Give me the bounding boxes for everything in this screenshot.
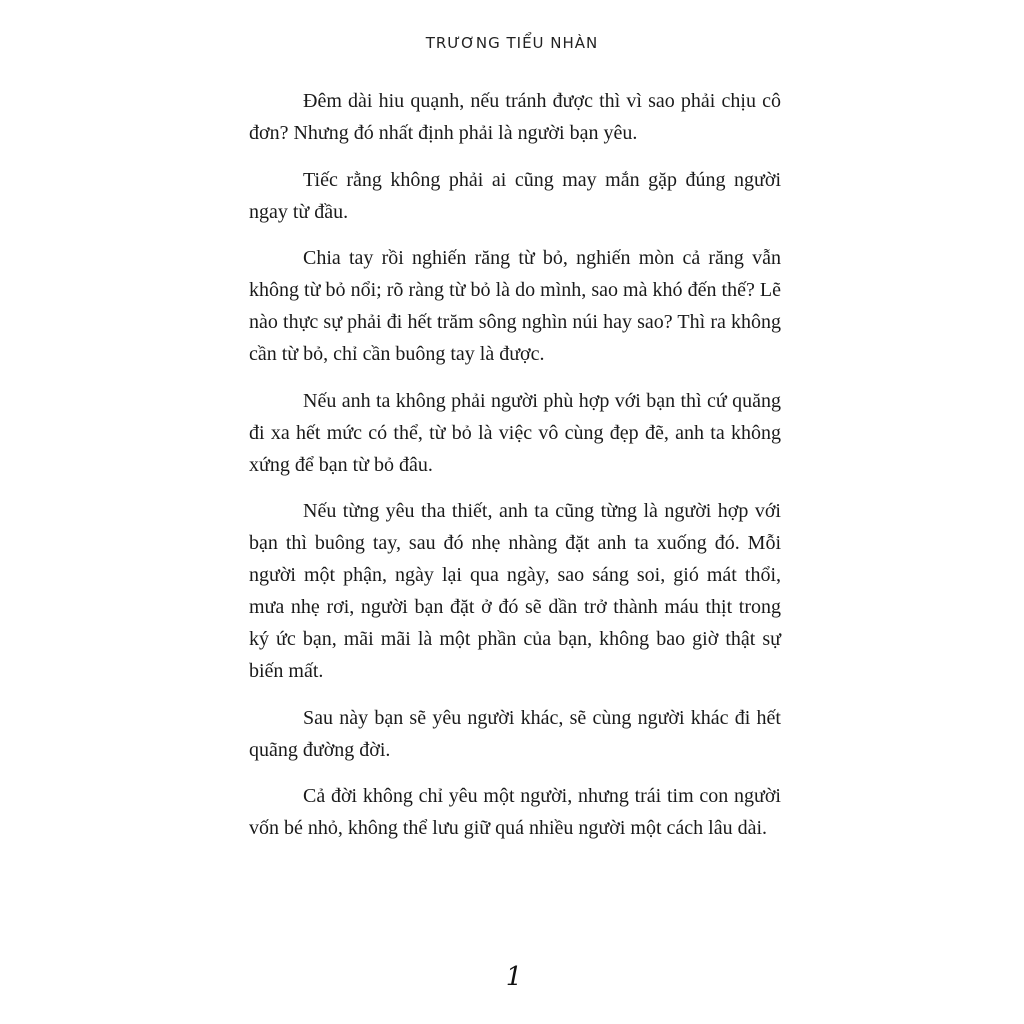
paragraph: Đêm dài hiu quạnh, nếu tránh được thì vì sao phải chịu cô đơn? Nhưng đó nhất định phải là người bạn yêu. [249,90,781,144]
paragraph: Nếu từng yêu tha thiết, anh ta cũng từng là người hợp với bạn thì buông tay, sau đó nhẹ nhàng đặt anh ta xuống đó. Mỗi người một phận, ngày lại qua ngày, sao sáng soi, gió mát thổi, mưa nhẹ rơi, người bạn đặt ở đó sẽ dần trở thành máu thịt trong ký ức bạn, mãi mãi là một phần của bạn, không bao giờ thật sự biến mất. [249,500,781,682]
paragraph: Cả đời không chỉ yêu một người, nhưng trái tim con người vốn bé nhỏ, không thể lưu giữ quá nhiều người một cách lâu dài. [249,785,781,839]
paragraph: Chia tay rồi nghiến răng từ bỏ, nghiến mòn cả răng vẫn không từ bỏ nổi; rõ ràng từ bỏ là do mình, sao mà khó đến thế? Lẽ nào thực sự phải đi hết trăm sông nghìn núi hay sao? Thì ra không cần từ bỏ, chỉ cần buông tay là được. [249,247,781,365]
paragraph: Nếu anh ta không phải người phù hợp với bạn thì cứ quăng đi xa hết mức có thể, từ bỏ là việc vô cùng đẹp đẽ, anh ta không xứng để bạn từ bỏ đâu. [249,389,781,476]
page-number: 1 [505,962,523,992]
running-header: TRƯƠNG TIỂU NHÀN [425,34,599,52]
body-text [249,85,781,844]
paragraph: Tiếc rằng không phải ai cũng may mắn gặp đúng người ngay từ đầu. [249,168,781,223]
paragraph: Sau này bạn sẽ yêu người khác, sẽ cùng người khác đi hết quãng đường đời. [249,706,781,761]
